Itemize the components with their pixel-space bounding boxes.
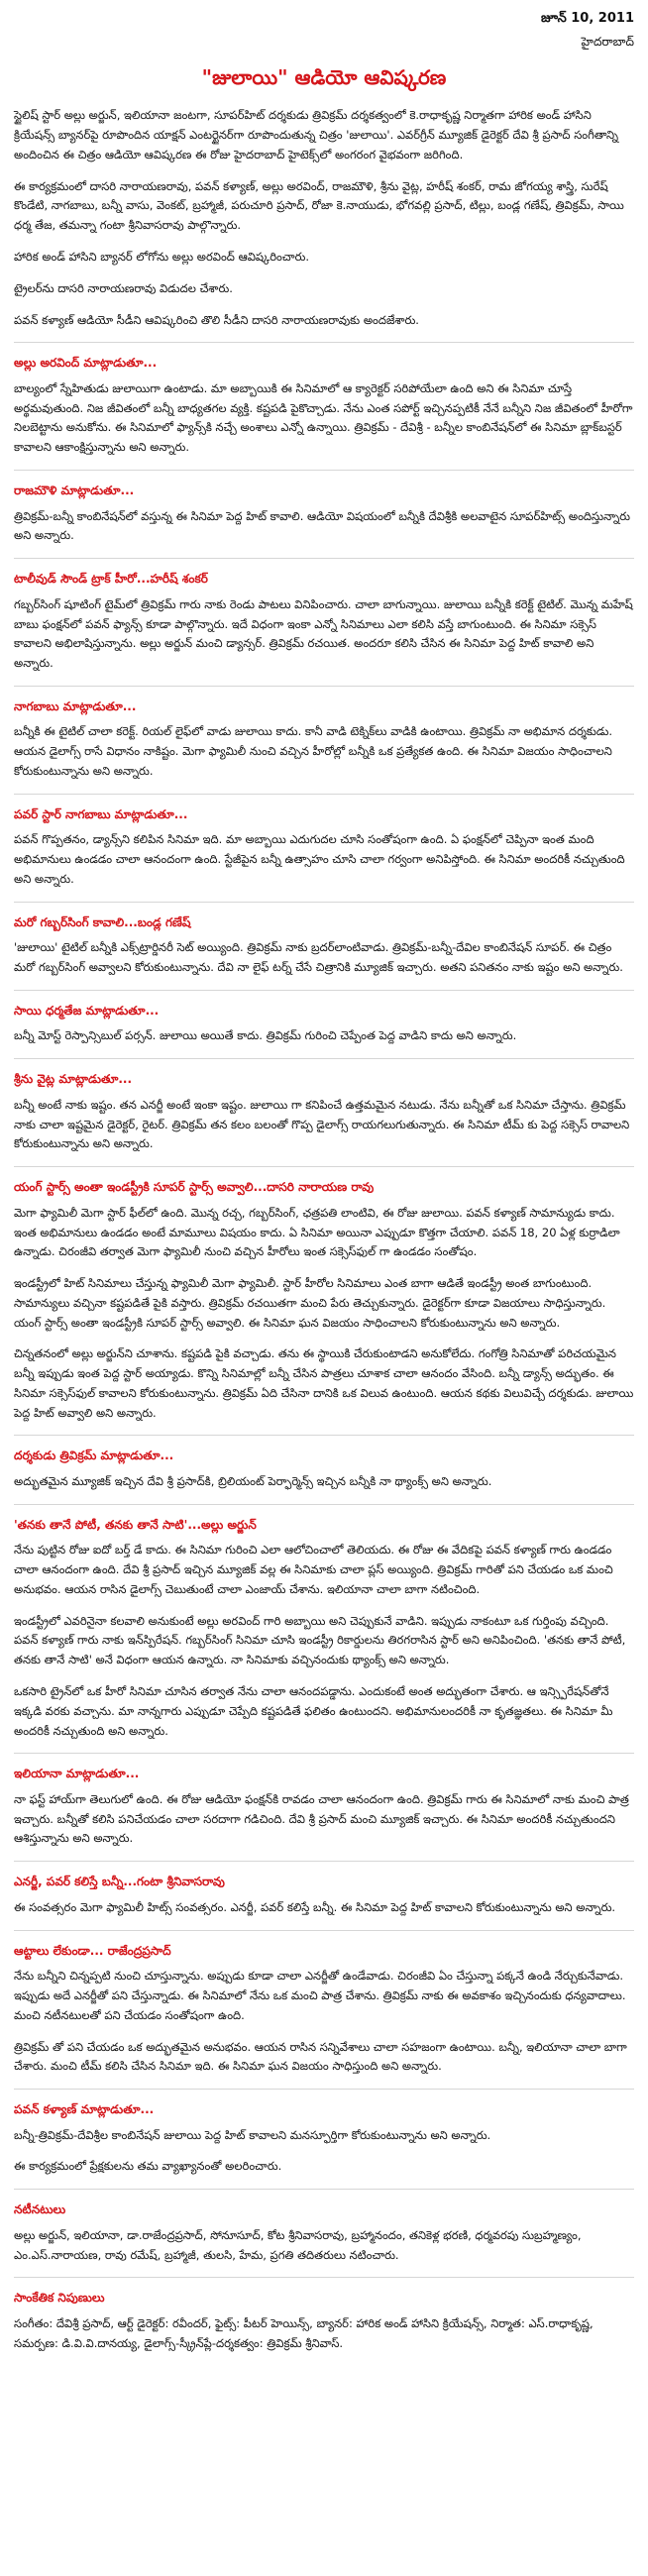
crew-list: సంగీతం: దేవిశ్రీ ప్రసాద్, ఆర్ట్ డైరెక్టర్: రవీందర్, ఫైట్స్: పీటర్ హెయిన్స్, బ్యానర్: హారిక అండ్ హాసిని క్రియేషన్స్, నిర్మాత: ఎస్.రాధాకృష్ణ, సమర్పణ: డి.వి.వి.దానయ్య, డైలాగ్స్-స్క్రీన్‌ప్లే-దర్శకత్వం: త్రివిక్రమ్ శ్రీనివాస్. bbox=[14, 2316, 594, 2350]
speech-section bbox=[14, 558, 634, 674]
section-heading: మరో గబ్బర్‌సింగ్ కావాలి...బండ్ల గణేష్ bbox=[14, 914, 191, 929]
divider bbox=[14, 2089, 634, 2090]
intro-paragraph: హారిక అండ్ హాసిని బ్యానర్ లోగోను అల్లు అరవింద్ ఆవిష్కరించారు. bbox=[14, 249, 310, 264]
divider bbox=[14, 1753, 634, 1754]
cast-list: అల్లు అర్జున్, ఇలియానా, డా.రాజేంద్రప్రసాద్, సోనూసూద్, కోట శ్రీనివాసరావు, బ్రహ్మానందం, తనికెళ్ల భరణి, ధర్మవరపు సుబ్రహ్మణ్యం, ఎం.ఎస్.నారాయణ, రావు రమేష్, బ్రహ్మాజీ, తులసి, హేమ, ప్రగతి తదితరులు నటించారు. bbox=[14, 2227, 582, 2262]
speech-section bbox=[14, 686, 634, 782]
divider bbox=[14, 990, 634, 991]
section-heading: నాగబాబు మాట్లాడుతూ... bbox=[14, 698, 137, 713]
section-paragraph: ఈ కార్యక్రమంలో ప్రేక్షకులను తమ వ్యాఖ్యానంతో అలరించారు. bbox=[14, 2159, 282, 2174]
section-heading: అల్లు అరవింద్ మాట్లాడుతూ... bbox=[14, 356, 158, 371]
section-paragraph: బన్నీకి ఈ టైటిల్ చాలా కరెక్ట్. రియల్ లైఫ్‌లో వాడు జులాయి కాదు. కానీ వాడి టెక్నిక్‌లు వాడికి ఉంటాయి. త్రివిక్రమ్ నా అభిమాన దర్శకుడు. ఆయన డైలాగ్స్ రాసే విధానం నాకిష్టం. మెగా ఫ్యామిలీ నుంచి వచ్చిన హీరోల్లో బన్నీకి ఒక ప్రత్యేకత ఉంది. ఈ సినిమా విజయం సాధించాలని కోరుకుంటున్నాను అని అన్నారు. bbox=[14, 724, 613, 778]
section-heading: యంగ్ స్టార్స్ అంతా ఇండస్ట్రీకి సూపర్ స్టార్స్ అవ్వాలి...దాసరి నారాయణ రావు bbox=[14, 1180, 375, 1195]
section-paragraph: చిన్నతనంలో అల్లు అర్జున్‌ని చూశాను. కష్టపడి పైకి వచ్చాడు. తను ఈ స్థాయికి చేరుకుంటాడని అనుకోలేదు. గంగోత్రి సినిమాతో పరిచయమైన బన్నీ ఇప్పుడు ఇంత పెద్ద స్టార్ అయ్యాడు. కొన్ని సినిమాల్లో బన్నీ చేసిన పాత్రలు చూశాక చాలా ఆనందం వేసింది. బన్నీ డ్యాన్స్ అద్భుతం. ఈ సినిమా సక్సెస్‌ఫుల్ కావాలని కోరుకుంటున్నాను. త్రివిక్రమ్ ఏది చేసినా దానికి ఒక విలువ ఉంటుంది. ఆయన కథకు విలువిచ్చే దర్శకుడు. జులాయి పెద్ద హిట్ అవ్వాలి అని అన్నారు. bbox=[14, 1346, 634, 1420]
intro-section bbox=[14, 106, 634, 330]
speech-section bbox=[14, 2089, 634, 2177]
section-paragraph: 'జులాయి' టైటిల్ బన్నీకి ఎక్స్‌ట్రార్డినరీ సెట్ అయ్యింది. త్రివిక్రమ్ నాకు బ్రదర్‌లాంటివాడు. త్రివిక్రమ్-బన్నీ-దేవిల కాంబినేషన్ సూపర్. ఈ చిత్రం మరో గబ్బర్‌సింగ్ అవ్వాలని కోరుకుంటున్నాను. దేవి నా లైఫ్ టర్న్ చేసే చిత్రానికి మ్యూజిక్ ఇచ్చారు. అతని పనితనం నాకు ఇష్టం అని అన్నారు. bbox=[14, 940, 623, 975]
speech-section bbox=[14, 902, 634, 978]
speech-section bbox=[14, 794, 634, 890]
section-heading: ఇలియానా మాట్లాడుతూ... bbox=[14, 1767, 140, 1781]
divider bbox=[14, 1435, 634, 1436]
speech-section bbox=[14, 1861, 634, 1917]
section-paragraph: ఇండస్ట్రీలో ఎవరినైనా కలవాలి అనుకుంటే అల్లు అరవింద్ గారి అబ్బాయి అని చెప్పుకునే వాడిని. ఇప్పుడు నాకంటూ ఒక గుర్తింపు వచ్చింది. పవన్ కళ్యాణ్ గారు నాకు ఇన్‌స్పిరేషన్. గబ్బర్‌సింగ్ సినిమా చూసి ఇండస్ట్రీ రికార్డులను తిరగరాసిన స్టార్ అని అనిపించింది. 'తనకు తానే పోటీ, తనకు తానే సాటి' అనే విధంగా ఆయన ఉన్నారు. నా సినిమాకు వచ్చినందుకు థ్యాంక్స్ అని అన్నారు. bbox=[14, 1613, 626, 1667]
divider bbox=[14, 342, 634, 343]
section-heading: శ్రీను వైట్ల మాట్లాడుతూ... bbox=[14, 1072, 133, 1087]
intro-paragraph: స్టైలిష్ స్టార్ అల్లు అర్జున్, ఇలియానా జంటగా, సూపర్‌హిట్ దర్శకుడు త్రివిక్రమ్ దర్శకత్వంలో కె.రాధాకృష్ణ నిర్మాతగా హారిక అండ్ హాసిని క్రియేషన్స్ బ్యానర్‌పై రూపొందిన యాక్షన్ ఎంటర్టైనర్‌గా రూపొందుతున్న చిత్రం 'జులాయి'. ఎవర్‌గ్రీన్ మ్యూజిక్ డైరెక్టర్ దేవి శ్రీ ప్రసాద్ సంగీతాన్ని అందించిన ఈ చిత్రం ఆడియో ఆవిష్కరణ ఈ రోజు హైదరాబాద్ హైటెక్స్‌లో అంగరంగ వైభవంగా జరిగింది. bbox=[14, 108, 619, 161]
section-heading: రాజమౌళి మాట్లాడుతూ... bbox=[14, 483, 135, 497]
intro-paragraph: ఈ కార్యక్రమంలో దాసరి నారాయణరావు, పవన్ కళ్యాణ్, అల్లు అరవింద్, రాజమౌళి, శ్రీను వైట్ల, హరీష్ శంకర్, రామ జోగయ్య శాస్త్రి, సురేష్ కొండేటి, నాగబాబు, బన్నీ వాసు, వెంకట్, బ్రహ్మాజీ, పరుచూరి ప్రసాద్, రోజా కె.నాయుడు, భోగవల్లి ప్రసాద్, టిల్లు, బండ్ల గణేష్, త్రివిక్రమ్, సాయి ధర్మ తేజ, తమన్నా గంటా శ్రీనివాసరావు పాల్గొన్నారు. bbox=[14, 178, 624, 233]
speech-section bbox=[14, 470, 634, 546]
speech-section bbox=[14, 1166, 634, 1423]
divider bbox=[14, 1166, 634, 1167]
section-heading: ఎనర్జీ, పవర్ కలిస్తే బన్నీ...గంటా శ్రీనివాసరావు bbox=[14, 1875, 225, 1889]
section-paragraph: బాల్యంలో స్నేహితుడు జులాయిగా ఉంటాడు. మా అబ్బాయికి ఈ సినిమాలో ఆ క్యారెక్టర్ సరిపోయేలా ఉంది అని ఈ సినిమా చూస్తే అర్థమవుతుంది. నిజ జీవితంలో బన్నీ బాధ్యతగల వ్యక్తి. కష్టపడి పైకొచ్చాడు. నేను ఎంత సపోర్ట్ ఇచ్చినప్పటికీ నేనే బన్నీని నిజ జీవితంలో హీరోగా నిలబెట్టాను అనుకోను. ఈ సినిమాలో ఫ్యాన్స్‌కి నచ్చే అంశాలు ఎన్నో ఉన్నాయి. త్రివిక్రమ్ - దేవిశ్రీ - బన్నీల కాంబినేషన్‌లో ఈ సినిమా బ్లాక్‌బస్టర్ కావాలని ఆకాంక్షిస్తున్నాను అని అన్నారు. bbox=[14, 380, 633, 455]
speech-section bbox=[14, 1058, 634, 1154]
divider bbox=[14, 1504, 634, 1505]
speech-section bbox=[14, 990, 634, 1046]
speech-section bbox=[14, 1435, 634, 1491]
section-paragraph: నేను బన్నీని చిన్నప్పటి నుంచి చూస్తున్నాను. అప్పుడు కూడా చాలా ఎనర్జీతో ఉండేవాడు. చిరంజీవి ఏం చేస్తున్నా పక్కనే ఉండి నేర్చుకునేవాడు. ఇప్పుడు అదే ఎనర్జీతో పని చేస్తున్నాడు. ఈ సినిమాలో నేను ఒక మంచి పాత్ర చేశాను. త్రివిక్రమ్ నాకు ఈ అవకాశం ఇచ్చినందుకు ధన్యవాదాలు. మంచి నటీనటులతో పని చేయడం సంతోషంగా ఉంది. bbox=[14, 1969, 626, 2022]
article-date: జూన్ 10, 2011 bbox=[540, 11, 634, 26]
divider bbox=[14, 1930, 634, 1931]
intro-paragraph: ట్రైలర్‌ను దాసరి నారాయణరావు విడుదల చేశారు. bbox=[14, 280, 233, 295]
section-paragraph: నేను పుట్టిన రోజు ఐదో బర్త్ డే కాదు. ఈ సినిమా గురించి ఎలా ఆలోచించాలో తెలియదు. ఈ రోజు ఈ వేదికపై పవన్ కళ్యాణ్ గారు ఉండడం చాలా ఆనందంగా ఉంది. దేవి శ్రీ ప్రసాద్ ఇచ్చిన మ్యూజిక్ వల్ల ఈ సినిమాకు చాలా ప్లస్ అయ్యింది. త్రివిక్రమ్ గారితో పని చేయడం ఒక మంచి అనుభవం. ఆయన రాసిన డైలాగ్స్ చెబుతుంటే చాలా ఎంజాయ్ చేశాను. ఇలియానా చాలా బాగా నటించింది. bbox=[14, 1543, 613, 1596]
divider bbox=[14, 686, 634, 687]
divider bbox=[14, 1058, 634, 1059]
section-paragraph: ఈ సంవత్సరం మెగా ఫ్యామిలీ హిట్స్ సంవత్సరం. ఎనర్జీ, పవర్ కలిస్తే బన్నీ. ఈ సినిమా పెద్ద హిట్ కావాలని కోరుకుంటున్నాను అని అన్నారు. bbox=[14, 1899, 616, 1914]
section-paragraph: బన్నీ మోస్ట్ రెస్పాన్సిబుల్ పర్సన్. జులాయి అయితే కాదు. త్రివిక్రమ్ గురించి చెప్పేంత పెద్ద వాడిని కాదు అని అన్నారు. bbox=[14, 1028, 517, 1043]
section-paragraph: మెగా ఫ్యామిలీ మెగా స్టార్ ఫీల్‌లో ఉంది. మొన్న రచ్చ, గబ్బర్‌సింగ్, ఛత్రపతి లాంటివి, ఈ రోజు జులాయి. పవన్ కళ్యాణ్ సామాన్యుడు కాదు. ఇంత అభిమానులు ఉండడం అంటే మామూలు విషయం కాదు. ఏ సినిమా అయినా ఎప్పుడూ కొత్తగా చేయాలి. పవన్ 18, 20 ఏళ్ల కుర్రాడిలా ఉన్నాడు. చిరంజీవి తర్వాత మెగా ఫ్యామిలీ నుంచి వచ్చిన హీరోలు ఇంత సక్సెస్‌ఫుల్ గా ఉండడం సంతోషం. bbox=[14, 1205, 620, 1259]
section-paragraph: పవన్ గొప్పతనం, డ్యాన్స్‌ని కలిపిన సినిమా ఇది. మా అబ్బాయి ఎదుగుదల చూసి సంతోషంగా ఉంది. ఏ ఫంక్షన్‌లో చెప్పినా ఇంత మంది అభిమానులు ఉండడం చాలా ఆనందంగా ఉంది. స్టేజీపైన బన్నీ ఉత్సాహం చూసి చాలా గర్వంగా అనిపిస్తోంది. ఈ సినిమా అందరికీ నచ్చుతుంది అని అన్నారు. bbox=[14, 832, 625, 886]
speech-sections bbox=[14, 342, 634, 2177]
section-heading: పవన్ కళ్యాణ్ మాట్లాడుతూ... bbox=[14, 2102, 155, 2117]
speech-section bbox=[14, 1504, 634, 1742]
crew-heading: సాంకేతిక నిపుణులు bbox=[14, 2291, 105, 2306]
speech-section bbox=[14, 342, 634, 458]
divider bbox=[14, 470, 634, 471]
section-paragraph: గబ్బర్‌సింగ్ షూటింగ్ టైమ్‌లో త్రివిక్రమ్ గారు నాకు రెండు పాటలు వినిపించారు. చాలా బాగున్నాయి. జులాయి బన్నీకి కరెక్ట్ టైటిల్. మొన్న మహేష్ బాబు ఫంక్షన్‌లో పవన్ ఫ్యాన్స్ కూడా పాల్గొన్నారు. ఇదే విధంగా ఇంకా ఎన్నో సినిమాలు ఎలా కలిసి వస్తే బాగుంటుంది. ఈ సినిమా సక్సెస్ కావాలని అభిలాషిస్తున్నాను. అల్లు అర్జున్ మంచి డ్యాన్సర్. త్రివిక్రమ్ రచయిత. అందరూ కలిసి చేసిన ఈ సినిమా పెద్ద హిట్ కావాలి అని అన్నారు. bbox=[14, 596, 633, 671]
section-heading: పవర్ స్టార్ నాగబాబు మాట్లాడుతూ... bbox=[14, 806, 188, 821]
section-heading: సాయి ధర్మతేజ మాట్లాడుతూ... bbox=[14, 1003, 160, 1018]
section-heading: ఆట్టాలు లేకుండా... రాజేంద్రప్రసాద్ bbox=[14, 1943, 171, 1958]
section-heading: టాలీవుడ్ సౌండ్ ట్రాక్ హీరో...హరీష్ శంకర్ bbox=[14, 572, 208, 587]
section-paragraph: ఇండస్ట్రీలో హిట్ సినిమాలు చేస్తున్న ఫ్యామిలీ మెగా ఫ్యామిలీ. స్టార్ హీరోల సినిమాలు ఎంత బాగా ఆడితే ఇండస్ట్రీ అంత బాగుంటుంది. సామాన్యులు వచ్చినా కష్టపడితే పైకి వస్తారు. త్రివిక్రమ్ రచయితగా మంచి పేరు తెచ్చుకున్నారు. డైరెక్టర్‌గా కూడా విజయాలు సాధిస్తున్నారు. యంగ్ స్టార్స్ అంతా ఇండస్ట్రీకి సూపర్ స్టార్స్ అవ్వాలి. ఈ సినిమా ఘన విజయం సాధించాలని కోరుకుంటున్నాను అని అన్నారు. bbox=[14, 1276, 606, 1330]
cast-heading: నటీనటులు bbox=[14, 2202, 66, 2217]
divider bbox=[14, 902, 634, 903]
divider bbox=[14, 558, 634, 559]
section-heading: దర్శకుడు త్రివిక్రమ్ మాట్లాడుతూ... bbox=[14, 1449, 174, 1463]
section-paragraph: బన్నీ అంటే నాకు ఇష్టం. తన ఎనర్జీ అంటే ఇంకా ఇష్టం. జులాయి గా కనిపించే ఉత్తమమైన నటుడు. నేను బన్నీతో ఒక సినిమా చేస్తాను. త్రివిక్రమ్ నాకు చాలా ఇష్టమైన డైరెక్టర్, రైటర్. త్రివిక్రమ్ తన కలం బలంతో గొప్ప డైలాగ్స్ రాయగలుగుతున్నారు. ఈ సినిమా టీమ్ కు పెద్ద సక్సెస్ రావాలని కోరుకుంటున్నాను అని అన్నారు. bbox=[14, 1097, 630, 1151]
crew-section bbox=[14, 2288, 634, 2353]
section-paragraph: త్రివిక్రమ్ తో పని చేయడం ఒక అద్భుతమైన అనుభవం. ఆయన రాసిన సన్నివేశాలు చాలా సహజంగా ఉంటాయి. బన్నీ, ఇలియానా చాలా బాగా చేశారు. మంచి టీమ్ కలిసి చేసిన సినిమా ఇది. ఈ సినిమా ఘన విజయం సాధిస్తుంది అని అన్నారు. bbox=[14, 2039, 627, 2074]
section-paragraph: బన్నీ-త్రివిక్రమ్-దేవిశ్రీల కాంబినేషన్ జులాయి పెద్ద హిట్ కావాలని మనస్ఫూర్తిగా కోరుకుంటున్నాను అని అన్నారు. bbox=[14, 2127, 491, 2142]
article-title: "జులాయి" ఆడియో ఆవిష్కరణ bbox=[201, 64, 447, 89]
section-paragraph: ఒకసారి ట్రైన్‌లో ఒక హీరో సినిమా చూసిన తర్వాత నేను చాలా ఆనందపడ్డాను. ఎందుకంటే అంత అద్భుతంగా చేశారు. ఆ ఇన్స్పిరేషన్‌తోనే ఇక్కడి వరకు వచ్చాను. మా నాన్నగారు ఎప్పుడూ చెప్పేది కష్టపడితే ఫలితం ఉంటుందని. అభిమానులందరికీ నా కృతజ్ఞతలు. ఈ సినిమా మీ అందరికీ నచ్చుతుంది అని అన్నారు. bbox=[14, 1684, 613, 1738]
section-paragraph: త్రివిక్రమ్-బన్నీ కాంబినేషన్‌లో వస్తున్న ఈ సినిమా పెద్ద హిట్ కావాలి. ఆడియో విషయంలో బన్నీకి దేవిశ్రీకి అలవాటైన సూపర్‌హిట్స్ అందిస్తున్నారు అని అన్నారు. bbox=[14, 508, 631, 543]
divider bbox=[14, 1861, 634, 1862]
speech-section bbox=[14, 1930, 634, 2077]
speech-section bbox=[14, 1753, 634, 1849]
cast-section bbox=[14, 2200, 634, 2265]
article-location: హైదరాబాద్ bbox=[581, 35, 634, 50]
divider bbox=[14, 2277, 634, 2278]
intro-paragraph: పవన్ కళ్యాణ్ ఆడియో సీడీని ఆవిష్కరించి తొలి సీడీని దాసరి నారాయణరావుకు అందజేశారు. bbox=[14, 312, 419, 327]
divider bbox=[14, 2189, 634, 2190]
section-paragraph: నా ఫస్ట్ హాయ్‌గా తెలుగులో ఉంది. ఈ రోజు ఆడియో ఫంక్షన్‌కి రావడం చాలా ఆనందంగా ఉంది. త్రివిక్రమ్ గారు ఈ సినిమాలో నాకు మంచి పాత్ర ఇచ్చారు. బన్నీతో కలిసి పనిచేయడం చాలా సరదాగా గడిచింది. దేవి శ్రీ ప్రసాద్ మంచి మ్యూజిక్ ఇచ్చారు. ఈ సినిమా అందరికీ నచ్చుతుందని ఆశిస్తున్నాను అని అన్నారు. bbox=[14, 1791, 629, 1846]
divider bbox=[14, 794, 634, 795]
section-heading: 'తనకు తానే పోటీ, తనకు తానే సాటి'...అల్లు అర్జున్ bbox=[14, 1517, 257, 1532]
section-paragraph: అద్భుతమైన మ్యూజిక్ ఇచ్చిన దేవి శ్రీ ప్రసాద్‌కి, బ్రిలియంట్ పెర్ఫార్మెన్స్ ఇచ్చిన బన్నీకి నా థ్యాంక్స్ అని అన్నారు. bbox=[14, 1474, 492, 1489]
